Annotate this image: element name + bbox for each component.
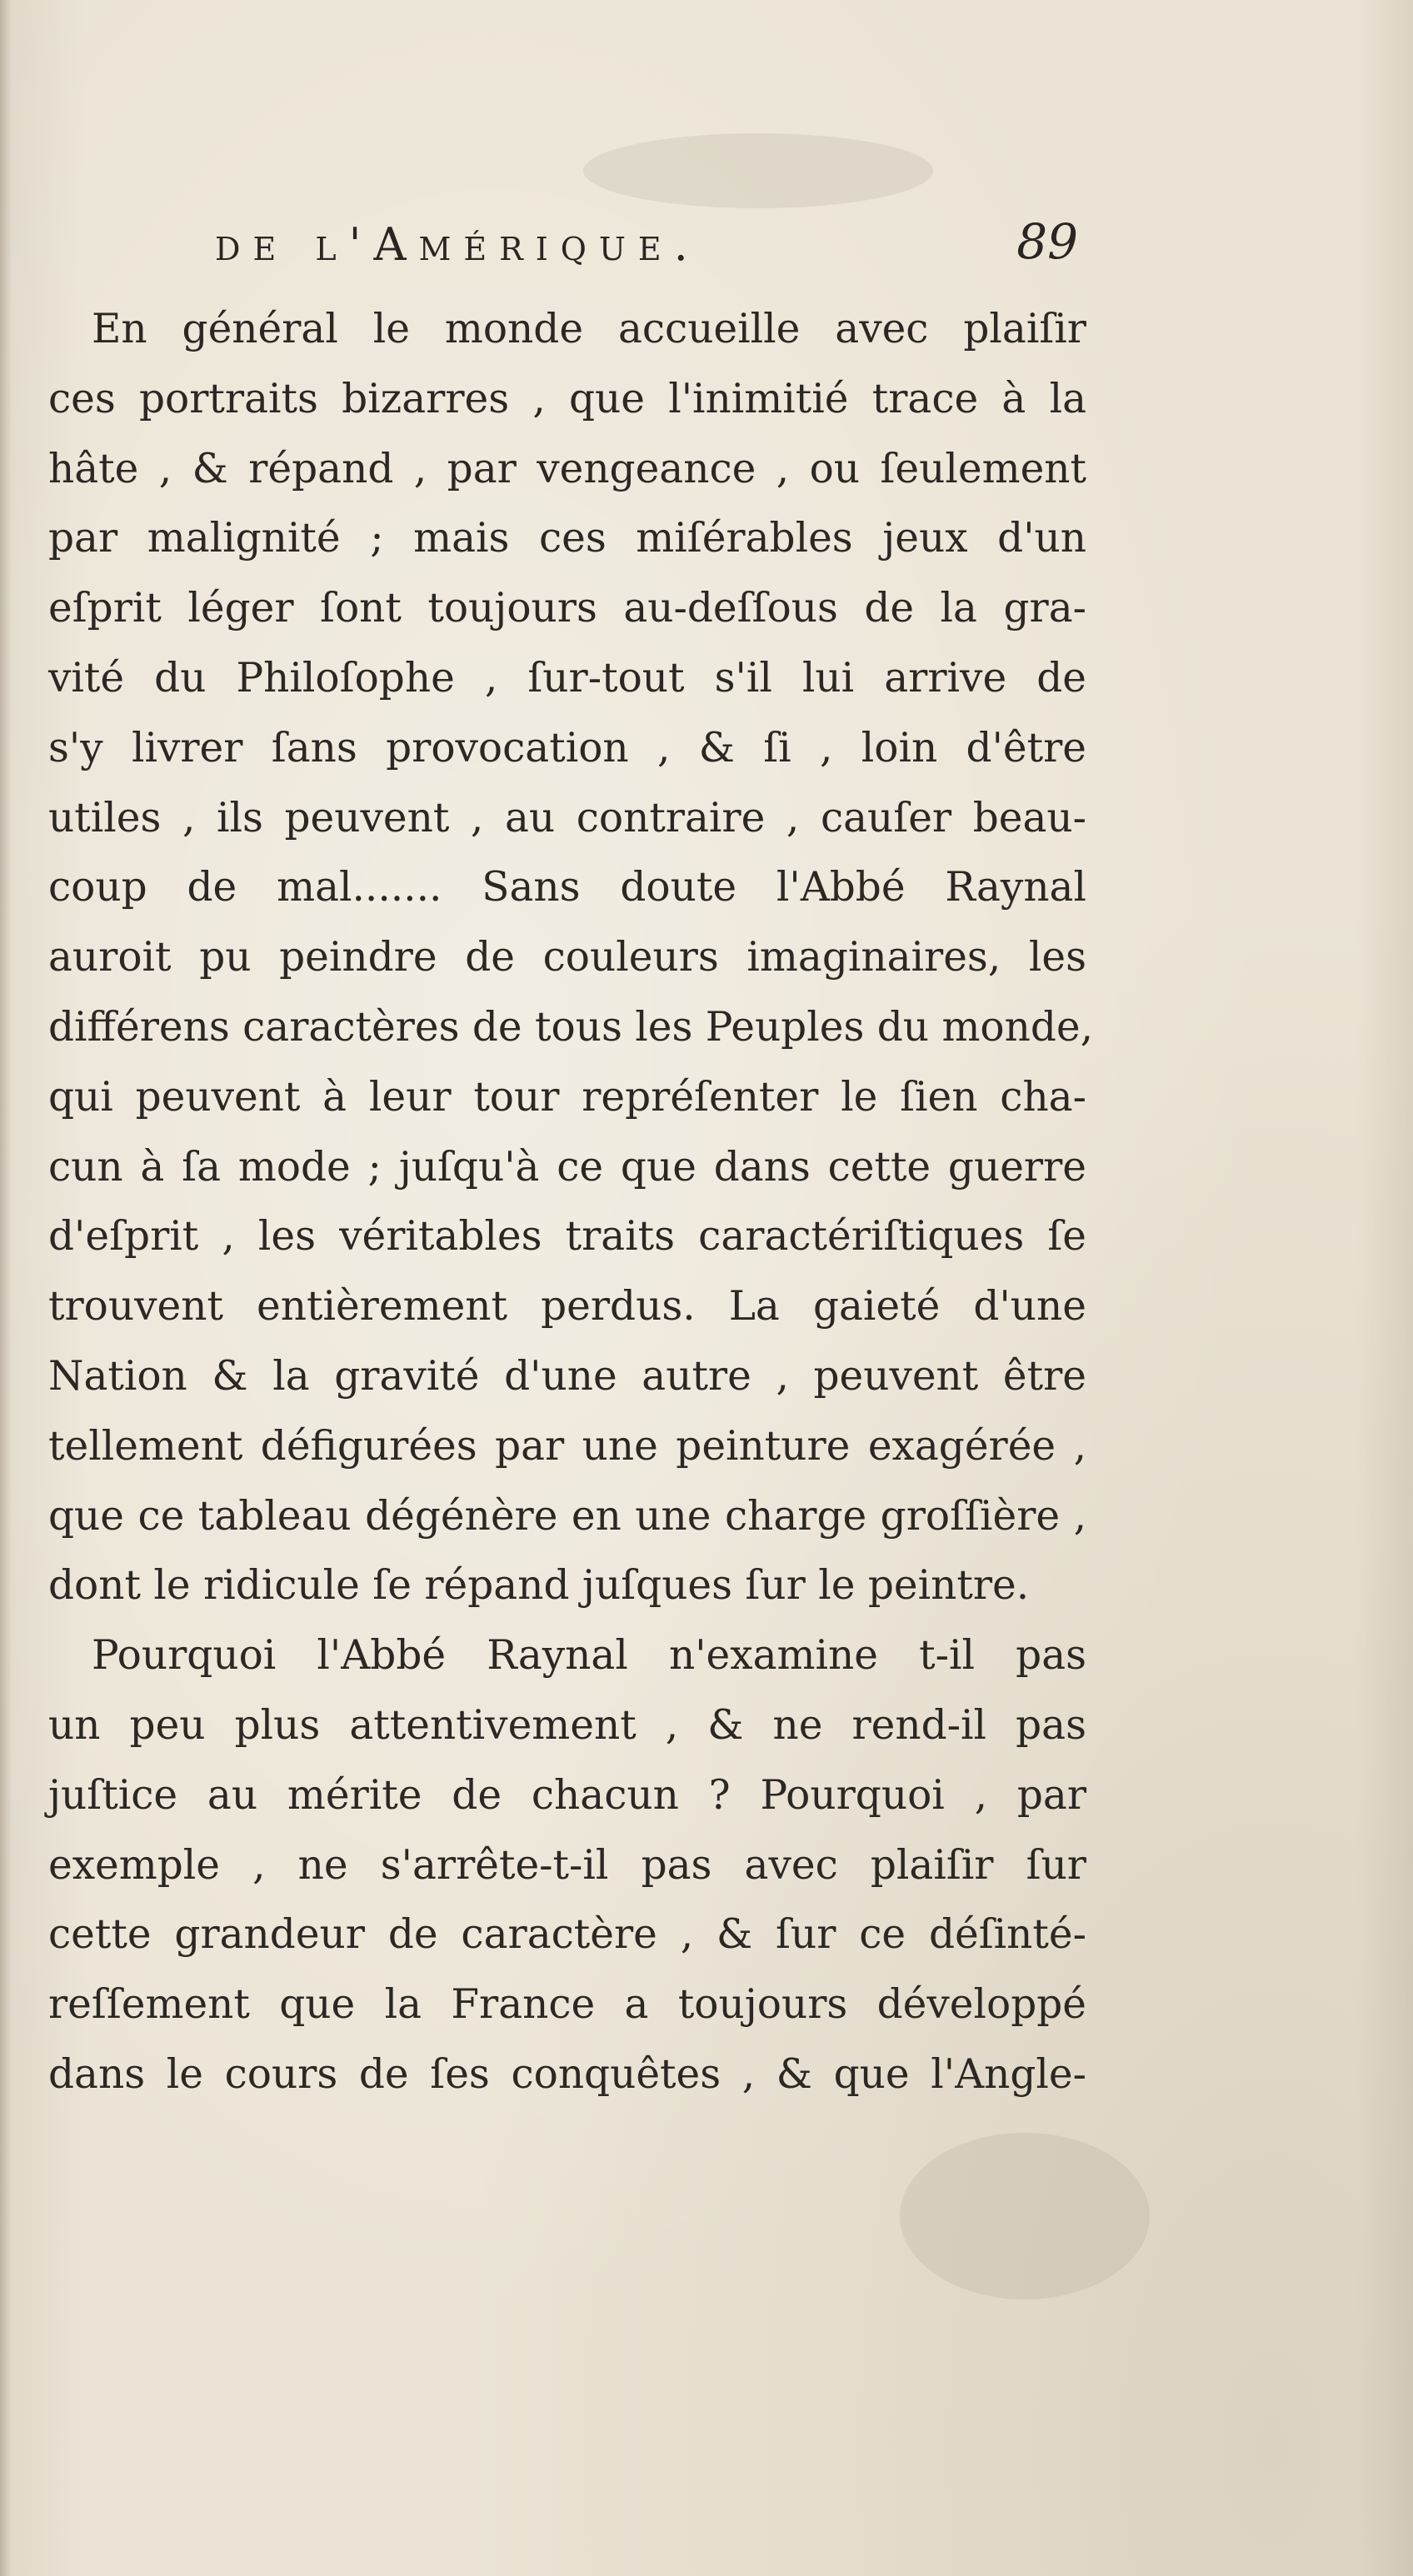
text-line: que ce tableau dégénère en une charge groſſière , [48, 1492, 1086, 1540]
text-line: Nation & la gravité d'une autre , peuvent être [48, 1352, 1086, 1400]
page-number: 89 [1016, 213, 1078, 270]
text-line: par malignité ; mais ces miſérables jeux d'un [48, 515, 1086, 562]
text-line: trouvent entièrement perdus. La gaieté d'une [48, 1283, 1086, 1330]
text-line: qui peuvent à leur tour repréſenter le ſien cha- [48, 1073, 1086, 1121]
text-line: un peu plus attentivement , & ne rend-il pas [48, 1701, 1086, 1749]
text-line: eſprit léger ſont toujours au-deſſous de la gra- [48, 585, 1086, 632]
running-head [215, 213, 1078, 280]
paper-stain [583, 133, 933, 208]
text-line: dans le cours de ſes conquêtes , & que l'Angle- [48, 2050, 1086, 2098]
spine-shadow [0, 0, 12, 2576]
text-line: coup de mal....... Sans doute l'Abbé Raynal [48, 864, 1086, 911]
text-line: s'y livrer ſans provocation , & ſi , loin d'être [48, 724, 1086, 771]
text-line: utiles , ils peuvent , au contraire , cauſer beau- [48, 794, 1086, 841]
paragraph-2 [48, 1621, 1086, 2110]
running-head-title: de l'Amérique. [215, 218, 701, 271]
text-line: différens caractères de tous les Peuples du monde, [48, 1003, 1094, 1051]
body-text [48, 295, 1094, 2110]
text-line: vité du Philoſophe , ſur-tout s'il lui arrive de [48, 654, 1086, 701]
paragraph-1 [48, 295, 1094, 1621]
text-line: dont le ridicule ſe répand juſques ſur le peintre. [48, 1562, 1030, 1610]
text-line: cun à ſa mode ; juſqu'à ce que dans cette guerre [48, 1143, 1086, 1191]
text-line: ces portraits bizarres , que l'inimitié trace à la [48, 375, 1086, 422]
text-line: exemple , ne s'arrête-t-il pas avec plaiſir ſur [48, 1841, 1086, 1889]
text-line: juſtice au mérite de chacun ? Pourquoi , par [48, 1771, 1086, 1819]
text-line: hâte , & répand , par vengeance , ou ſeulement [48, 445, 1086, 492]
text-line: Pourquoi l'Abbé Raynal n'examine t-il pas [92, 1632, 1086, 1680]
text-line: auroit pu peindre de couleurs imaginaires, les [48, 934, 1086, 981]
text-line: tellement défigurées par une peinture exagérée , [48, 1422, 1086, 1470]
text-line: reſſement que la France a toujours développé [48, 1981, 1086, 2029]
text-line: En général le monde accueille avec plaiſir [92, 306, 1086, 352]
paper-stain [900, 2133, 1150, 2299]
text-line: cette grandeur de caractère , & ſur ce déſinté- [48, 1911, 1086, 1959]
text-line: d'eſprit , les véritables traits caractériſtiques ſe [48, 1213, 1086, 1261]
